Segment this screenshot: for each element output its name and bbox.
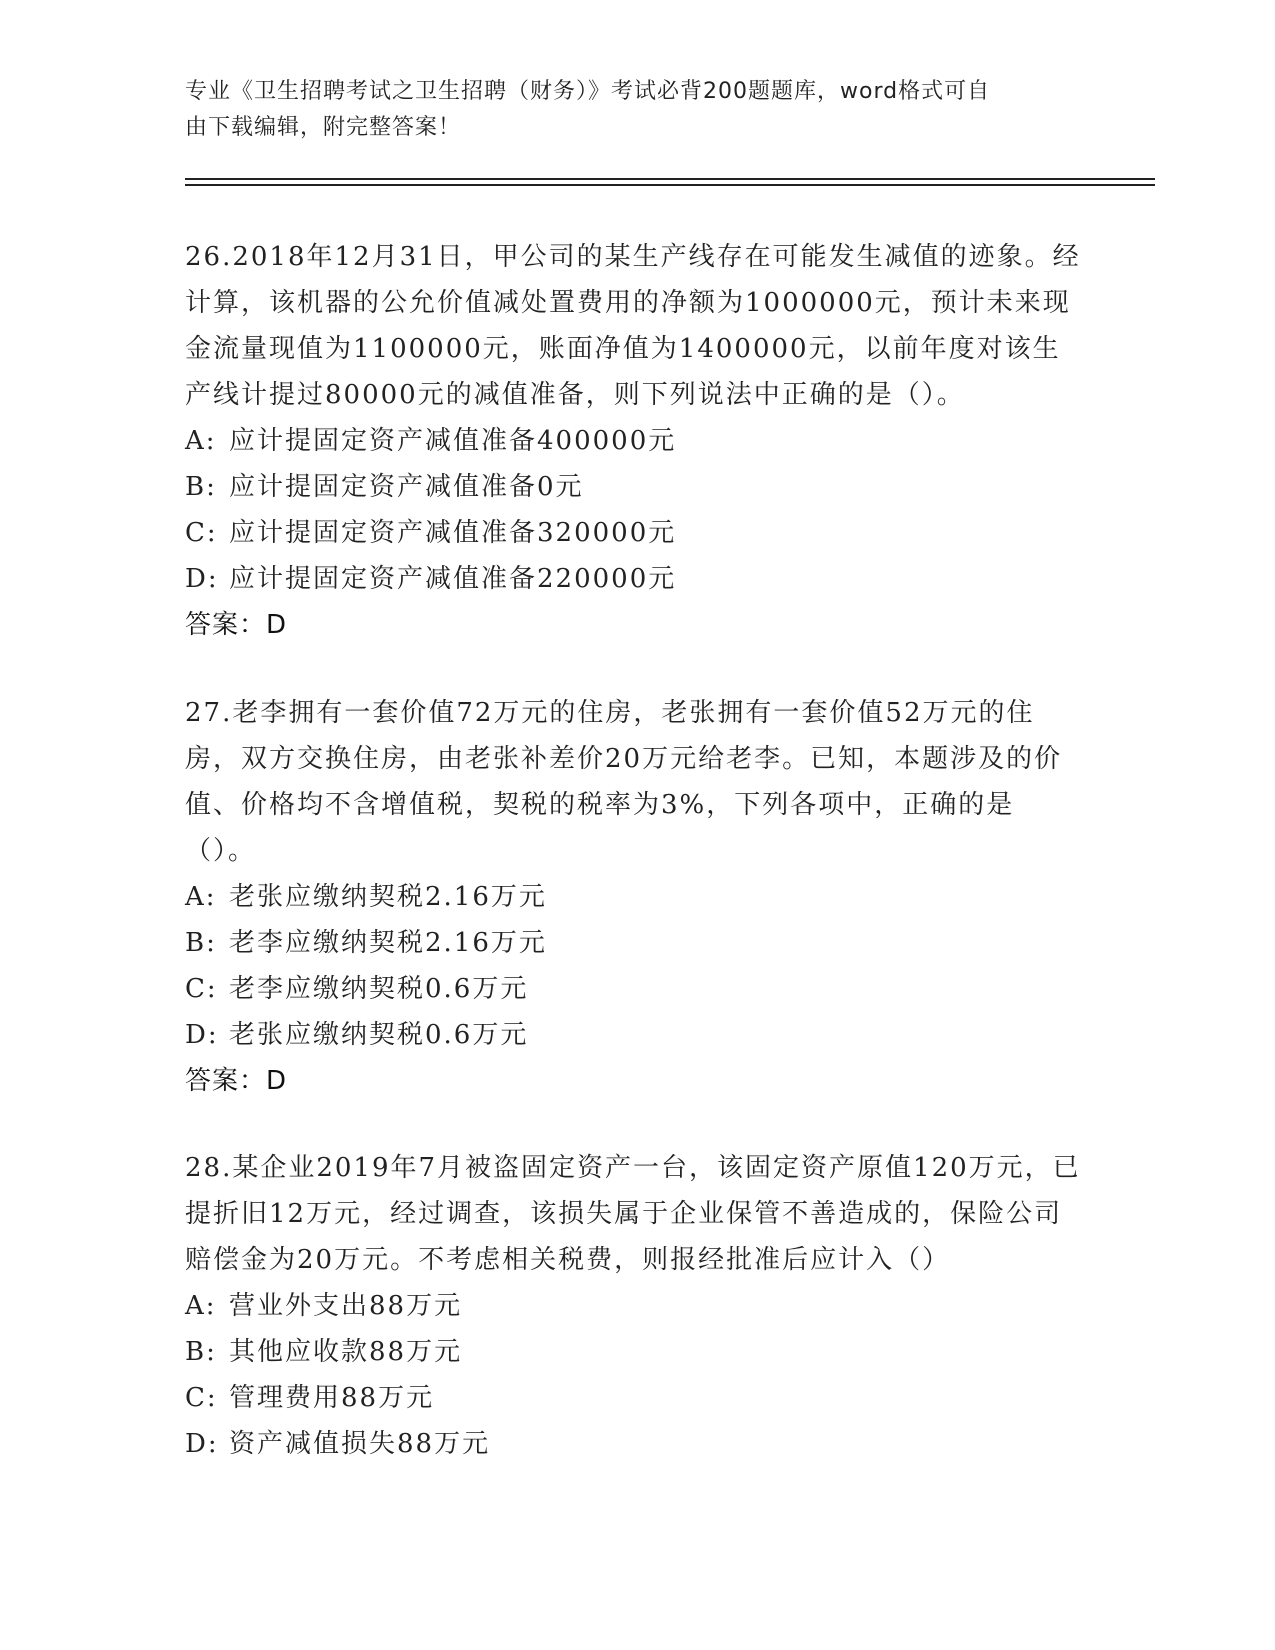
option-c [185, 510, 1085, 556]
option-b [185, 920, 1085, 966]
question-26 [185, 234, 1085, 648]
option-c [185, 966, 1085, 1012]
option-text: 其他应收款88万元 [229, 1337, 463, 1367]
option-a [185, 1283, 1085, 1329]
option-text: 应计提固定资产减值准备220000元 [229, 564, 677, 594]
option-letter: A: [185, 1291, 217, 1321]
option-letter: B: [185, 1337, 217, 1367]
option-b [185, 1329, 1085, 1375]
answer-line: 答案：D [185, 610, 288, 640]
option-text: 应计提固定资产减值准备0元 [229, 472, 584, 502]
option-text: 老张应缴纳契税2.16万元 [229, 882, 547, 912]
option-d [185, 1012, 1085, 1058]
option-letter: A: [185, 882, 217, 912]
option-text: 老李应缴纳契税2.16万元 [229, 928, 547, 958]
option-text: 老李应缴纳契税0.6万元 [229, 974, 529, 1004]
question-stem: 27.老李拥有一套价值72万元的住房，老张拥有一套价值52万元的住房，双方交换住房，由老张补差价20万元给老李。已知，本题涉及的价值、价格均不含增值税，契税的税率为3%，下列各项中，正确的是（）。 [185, 698, 1063, 866]
option-a [185, 418, 1085, 464]
option-b [185, 464, 1085, 510]
option-text: 应计提固定资产减值准备320000元 [229, 518, 677, 548]
option-d [185, 1421, 1085, 1467]
document-header [185, 74, 1065, 146]
option-letter: D: [185, 1429, 219, 1459]
option-text: 资产减值损失88万元 [229, 1429, 491, 1459]
option-d [185, 556, 1085, 602]
question-27 [185, 690, 1085, 1104]
header-line-1: 专业《卫生招聘考试之卫生招聘（财务）》考试必背200题题库，word格式可自 [185, 79, 991, 104]
question-stem: 26.2018年12月31日，甲公司的某生产线存在可能发生减值的迹象。经计算，该机器的公允价值减处置费用的净额为1000000元，预计未来现金流量现值为1100000元，账面净值为1400000元，以前年度对该生产线计提过80000元的减值准备，则下列说法中正确的是（）。 [185, 242, 1081, 410]
option-letter: D: [185, 564, 219, 594]
option-letter: C: [185, 518, 218, 548]
header-divider-bottom [185, 184, 1155, 186]
header-divider-top [185, 178, 1155, 180]
option-letter: B: [185, 928, 217, 958]
option-text: 老张应缴纳契税0.6万元 [229, 1020, 529, 1050]
header-line-2: 由下载编辑，附完整答案！ [185, 115, 462, 140]
option-text: 管理费用88万元 [229, 1383, 435, 1413]
question-28 [185, 1145, 1085, 1467]
option-a [185, 874, 1085, 920]
option-text: 应计提固定资产减值准备400000元 [229, 426, 677, 456]
answer-line: 答案：D [185, 1066, 288, 1096]
option-letter: D: [185, 1020, 219, 1050]
option-letter: A: [185, 426, 217, 456]
option-c [185, 1375, 1085, 1421]
option-letter: C: [185, 974, 218, 1004]
option-text: 营业外支出88万元 [229, 1291, 463, 1321]
option-letter: B: [185, 472, 217, 502]
question-stem: 28.某企业2019年7月被盗固定资产一台，该固定资产原值120万元，已提折旧12万元，经过调查，该损失属于企业保管不善造成的，保险公司赔偿金为20万元。不考虑相关税费，则报经批准后应计入（） [185, 1153, 1081, 1275]
option-letter: C: [185, 1383, 218, 1413]
